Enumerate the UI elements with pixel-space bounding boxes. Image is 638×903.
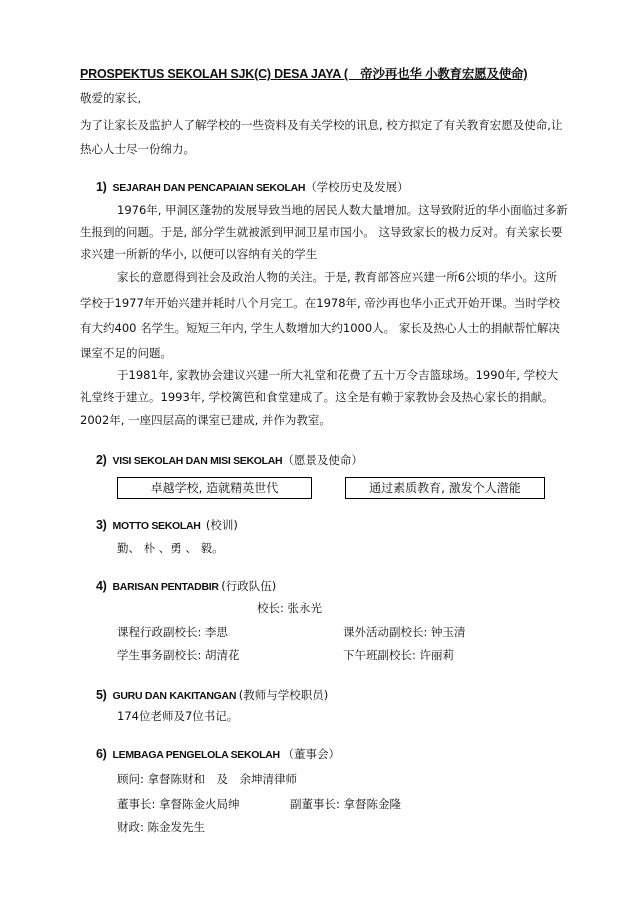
history-line-5: 学校于1977年开始兴建并耗时八个月完工。在1978年, 帝沙再也华小正式开始开课。当时学校	[80, 296, 560, 310]
section-heading-motto	[96, 517, 238, 533]
afternoon-vp: 下午班副校长: 许丽莉	[343, 648, 455, 662]
section-label: LEMBAGA PENGELOLA SEKOLAH	[112, 749, 280, 761]
section-number: 6)	[96, 747, 107, 761]
section-label: BARISAN PENTADBIR	[112, 581, 219, 593]
history-line-3: 求兴建一所新的华小, 以便可以容纳有关的学生	[80, 247, 318, 261]
intro-line-1: 为了让家长及监护人了解学校的一些资料及有关学校的讯息, 校方拟定了有关教育宏愿及使命,让	[80, 118, 563, 132]
mission-box: 通过素质教育, 激发个人潜能	[345, 477, 545, 499]
board-treasurer: 财政: 陈金发先生	[117, 820, 206, 834]
section-heading-staff	[96, 687, 328, 703]
history-line-2: 生报到的问题。于是, 部分学生就被派到甲洞卫星市国小。 这导致家长的极力反对。有关家长要	[80, 225, 563, 239]
section-label: GURU DAN KAKITANGAN	[112, 690, 237, 702]
section-heading-vision	[96, 452, 363, 468]
history-line-1: 1976年, 甲洞区蓬勃的发展导致当地的居民人数大量增加。这导致附近的华小面临过多新	[117, 203, 568, 217]
student-affairs-vp: 学生事务副校长: 胡清花	[117, 648, 240, 662]
section-label: SEJARAH DAN PENCAPAIAN SEKOLAH	[112, 182, 306, 194]
history-line-7: 课室不足的问题。	[80, 346, 172, 360]
greeting: 敬爱的家长,	[80, 91, 142, 105]
history-line-6: 有大约400 名学生。短短三年内, 学生人数增加大约1000人。 家长及热心人士的捐献帮忙解决	[80, 321, 560, 335]
section-heading-board	[96, 746, 340, 762]
curriculum-vp: 课程行政副校长: 李思	[117, 625, 229, 639]
principal: 校长: 张永光	[257, 601, 323, 615]
board-vice-chairman: 副董事长: 拿督陈金隆	[290, 797, 402, 811]
staff-count: 174位老师及7位书记。	[117, 709, 239, 723]
history-line-4: 家长的意愿得到社会及政治人物的关注。于是, 教育部答应兴建一所6公顷的华小。这所	[117, 270, 558, 284]
section-label-cn: (校训)	[205, 518, 238, 532]
section-number: 3)	[96, 518, 107, 532]
history-line-10: 2002年, 一座四层高的课室已建成, 并作为教室。	[80, 413, 331, 427]
section-number: 1)	[96, 180, 107, 194]
vision-box: 卓越学校, 造就精英世代	[117, 477, 312, 499]
section-label-cn: (行政队伍)	[221, 579, 277, 593]
motto-text: 勤、 朴 、勇 、 毅。	[117, 541, 224, 555]
section-label: MOTTO SEKOLAH	[112, 520, 201, 532]
section-number: 2)	[96, 453, 107, 467]
board-chairman: 董事长: 拿督陈金火局绅	[117, 797, 240, 811]
section-heading-history	[96, 179, 409, 195]
section-label-cn: (教师与学校职员)	[238, 688, 329, 702]
section-label-cn: （学校历史及发展）	[305, 180, 409, 194]
intro-line-2: 热心人士尽一份绵力。	[80, 142, 195, 156]
section-heading-admin	[96, 578, 276, 594]
board-advisor: 顾问: 拿督陈财和 及 余坤清律师	[117, 772, 298, 786]
page-title: PROSPEKTUS SEKOLAH SJK(C) DESA JAYA ( 帝沙再也华 小教育宏愿及使命)	[80, 67, 528, 81]
history-line-9: 礼堂终于建立。1993年, 学校篱笆和食堂建成了。这全是有赖于家教协会及热心家长的捐献。	[80, 390, 554, 404]
section-number: 5)	[96, 688, 107, 702]
section-number: 4)	[96, 579, 107, 593]
section-label-cn: （愿景及使命）	[282, 453, 363, 467]
section-label: VISI SEKOLAH DAN MISI SEKOLAH	[112, 455, 283, 467]
history-line-8: 于1981年, 家教协会建议兴建一所大礼堂和花费了五十万令吉篮球场。1990年, 学校大	[117, 368, 559, 382]
cocurriculum-vp: 课外活动副校长: 钟玉清	[343, 625, 466, 639]
section-label-cn: （董事会）	[282, 747, 340, 761]
